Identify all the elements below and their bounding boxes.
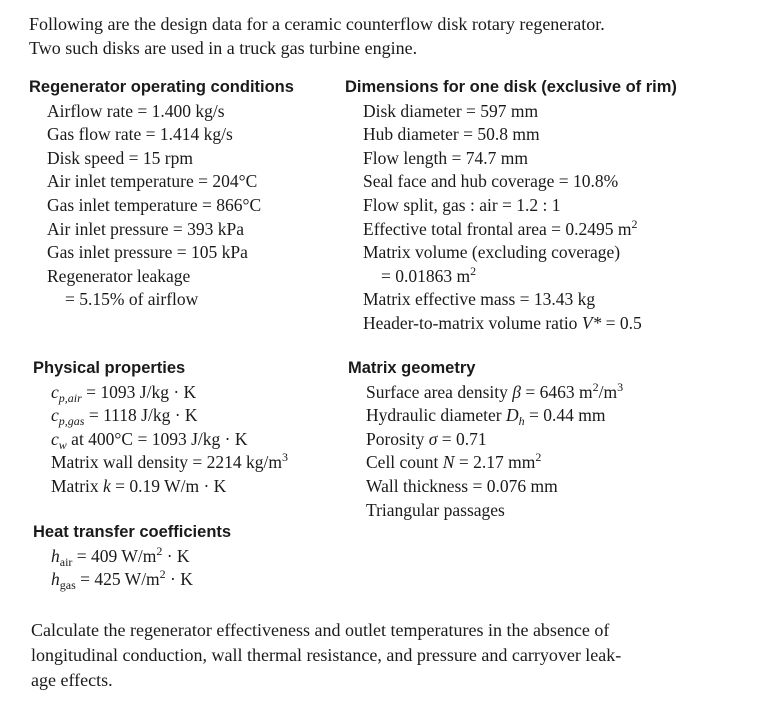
surface-area-density [348,381,623,405]
area-exp-3: 3 [617,379,624,394]
area-value: = 6463 m [520,381,593,402]
matrix-volume-value [345,265,677,289]
air-inlet-pressure: Air inlet pressure = 393 kPa [47,218,244,239]
ratio-label: Header-to-matrix volume ratio [363,312,582,333]
operating-conditions-section [29,76,294,312]
cp-air [33,381,288,405]
k-label: Matrix [51,475,104,496]
air-inlet-temperature: Air inlet temperature = 204°C [47,171,258,192]
h-gas-value: = 425 W/m [75,569,160,590]
physical-properties-section [33,357,288,499]
cell-exp: 2 [535,450,542,465]
area-exp-2: 2 [592,379,599,394]
frontal-area-exp: 2 [631,216,638,231]
cp-gas-value: = 1118 J/kg · K [84,405,198,426]
porosity-label: Porosity [366,428,429,449]
dimensions-section [345,76,677,336]
matrix-volume-text: = 0.01863 m [381,265,471,286]
hyd-value: = 0.44 mm [524,405,606,426]
matrix-volume-label: Matrix volume (excluding coverage) [363,242,621,263]
cell-symbol: N [442,452,455,473]
matrix-geometry-heading: Matrix geometry [348,359,476,377]
wall-thickness: Wall thickness = 0.076 mm [366,475,558,496]
density-text: Matrix wall density = 2214 kg/m [51,452,283,473]
cell-count [348,451,623,475]
hub-diameter: Hub diameter = 50.8 mm [363,124,540,145]
cp-air-value: = 1093 J/kg · K [81,381,197,402]
cp-gas-symbol: c [51,405,59,426]
ratio-symbol: V* [581,312,602,333]
gas-flow-rate: Gas flow rate = 1.414 kg/s [47,124,233,145]
regenerator-leakage: Regenerator leakage [47,265,191,286]
seal-coverage: Seal face and hub coverage = 10.8% [363,171,619,192]
disk-speed: Disk speed = 15 rpm [47,147,193,168]
matrix-mass: Matrix effective mass = 13.43 kg [363,289,596,310]
cw-value: at 400°C = 1093 J/kg · K [66,428,248,449]
cw-symbol: c [51,428,59,449]
dimensions-heading: Dimensions for one disk (exclusive of rim) [345,78,677,96]
problem-question [31,618,721,693]
porosity-symbol: σ [428,428,438,449]
h-gas-sub: gas [59,578,76,593]
heat-transfer-section [33,521,231,592]
heat-transfer-heading: Heat transfer coefficients [33,523,232,541]
area-per: /m [598,381,618,402]
cw [33,428,288,452]
operating-conditions-heading: Regenerator operating conditions [29,78,294,96]
cp-air-sub: p,air [58,390,82,405]
h-air-sub: air [59,554,73,569]
matrix-geometry-section [348,357,623,522]
area-label: Surface area density [366,381,513,402]
density-exp: 3 [282,450,289,465]
k-value: = 0.19 W/m · K [110,475,227,496]
frontal-area-text: Effective total frontal area = 0.2495 m [363,218,632,239]
airflow-rate: Airflow rate = 1.400 kg/s [47,100,225,121]
question-line-2: longitudinal conduction, wall thermal resistance, and pressure and carryover leak- [31,645,622,665]
disk-diameter: Disk diameter = 597 mm [363,100,539,121]
flow-split: Flow split, gas : air = 1.2 : 1 [363,194,561,215]
h-gas-exp: 2 [159,567,166,582]
hyd-sub: h [518,414,525,429]
ratio-value: = 0.5 [601,312,642,333]
intro-line-1: Following are the design data for a ceramic counterflow disk rotary regenerator. [29,14,605,34]
matrix-wall-density [33,451,288,475]
gas-inlet-pressure: Gas inlet pressure = 105 kPa [47,242,248,263]
question-line-1: Calculate the regenerator effectiveness and outlet temperatures in the absence of [31,620,610,640]
passage-shape: Triangular passages [366,499,505,520]
porosity [348,428,623,452]
cp-gas [33,404,288,428]
problem-intro [29,12,749,60]
porosity-value: = 0.71 [437,428,487,449]
h-air [33,545,231,569]
regenerator-leakage-value: = 5.15% of airflow [65,289,199,310]
h-gas [33,568,231,592]
h-air-symbol: h [51,545,60,566]
frontal-area [345,218,677,242]
physical-properties-heading: Physical properties [33,359,186,377]
h-air-exp: 2 [156,543,163,558]
matrix-conductivity [33,475,288,499]
intro-line-2: Two such disks are used in a truck gas turbine engine. [29,38,418,58]
area-symbol: β [512,381,521,402]
gas-inlet-temperature: Gas inlet temperature = 866°C [47,194,262,215]
h-gas-unit: · K [165,569,193,590]
header-volume-ratio [345,312,677,336]
question-line-3: age effects. [31,670,113,690]
flow-length: Flow length = 74.7 mm [363,147,528,168]
cell-label: Cell count [366,452,443,473]
hydraulic-diameter [348,404,623,428]
matrix-volume-exp: 2 [470,263,477,278]
h-air-value: = 409 W/m [72,545,157,566]
k-symbol: k [103,475,111,496]
hyd-label: Hydraulic diameter [366,405,506,426]
h-gas-symbol: h [51,569,60,590]
cp-gas-sub: p,gas [58,414,85,429]
h-air-unit: · K [162,545,190,566]
hyd-symbol: D [505,405,519,426]
cp-air-symbol: c [51,381,59,402]
cell-value: = 2.17 mm [454,452,536,473]
cw-sub: w [58,437,67,452]
